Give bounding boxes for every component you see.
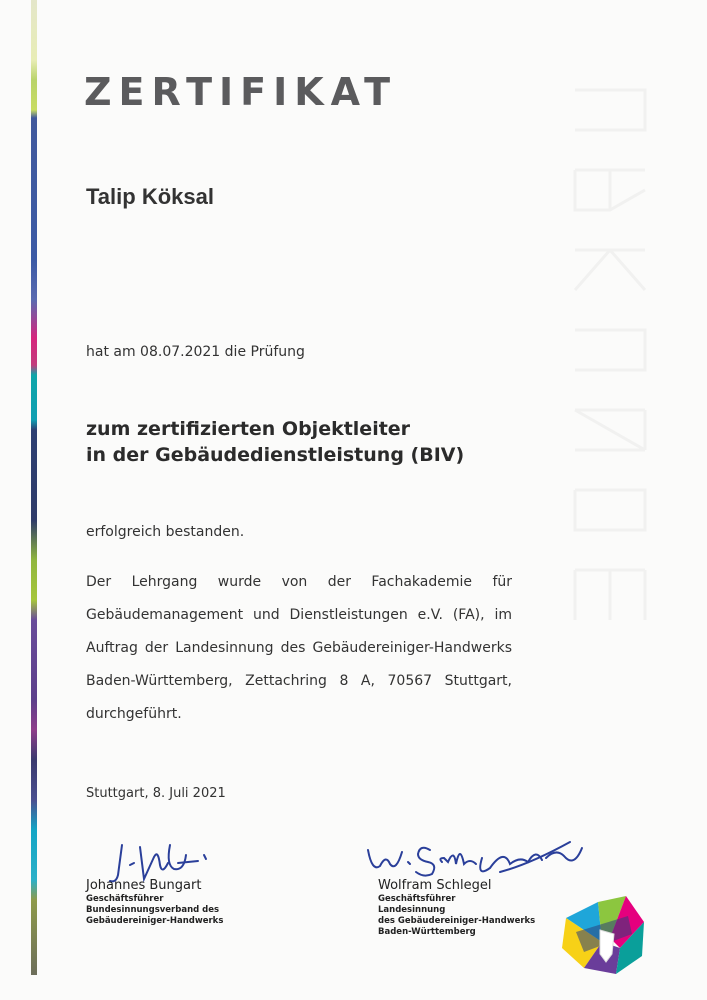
watermark — [565, 80, 655, 640]
recipient-name: Talip Köksal — [86, 184, 214, 209]
signatory-left — [86, 878, 223, 927]
signatory-right-role: Geschäftsführer — [378, 894, 456, 904]
color-stripe — [31, 0, 37, 975]
signatory-left-role: Geschäftsführer — [86, 894, 164, 904]
signatory-right — [378, 878, 535, 938]
signatory-left-name: Johannes Bungart — [86, 878, 202, 893]
signatory-right-org-line: Baden-Württemberg — [378, 927, 476, 937]
signatory-right-name: Wolfram Schlegel — [378, 878, 492, 893]
certificate-title: ZERTIFIKAT — [84, 70, 398, 114]
signature-right-icon — [360, 828, 590, 883]
signatory-left-org — [86, 905, 223, 927]
guild-logo-icon — [554, 882, 650, 978]
course-description: Der Lehrgang wurde von der Fachakademie für Gebäudemanagement und Dienstleistungen e.V. (FA), im Auftrag der Landesinnung des Gebäudereiniger-Handwerks Baden-Württemberg, Zettachring 8 A, 70567 Stuttgart, durchgeführt. — [86, 574, 512, 722]
exam-line: hat am 08.07.2021 die Prüfung — [86, 344, 305, 360]
signatory-right-org-line: Landesinnung — [378, 905, 446, 915]
signatory-left-org-line: Gebäudereiniger-Handwerks — [86, 916, 224, 926]
place-date: Stuttgart, 8. Juli 2021 — [86, 786, 226, 801]
course-line-1: zum zertifizierten Objektleiter — [86, 418, 411, 440]
result-line: erfolgreich bestanden. — [86, 524, 245, 540]
signatory-right-org-line: des Gebäudereiniger-Handwerks — [378, 916, 536, 926]
course-title — [86, 416, 464, 468]
signatory-right-org — [378, 905, 535, 938]
signatory-left-org-line: Bundesinnungsverband des — [86, 905, 220, 915]
course-line-2: in der Gebäudedienstleistung (BIV) — [86, 444, 465, 466]
